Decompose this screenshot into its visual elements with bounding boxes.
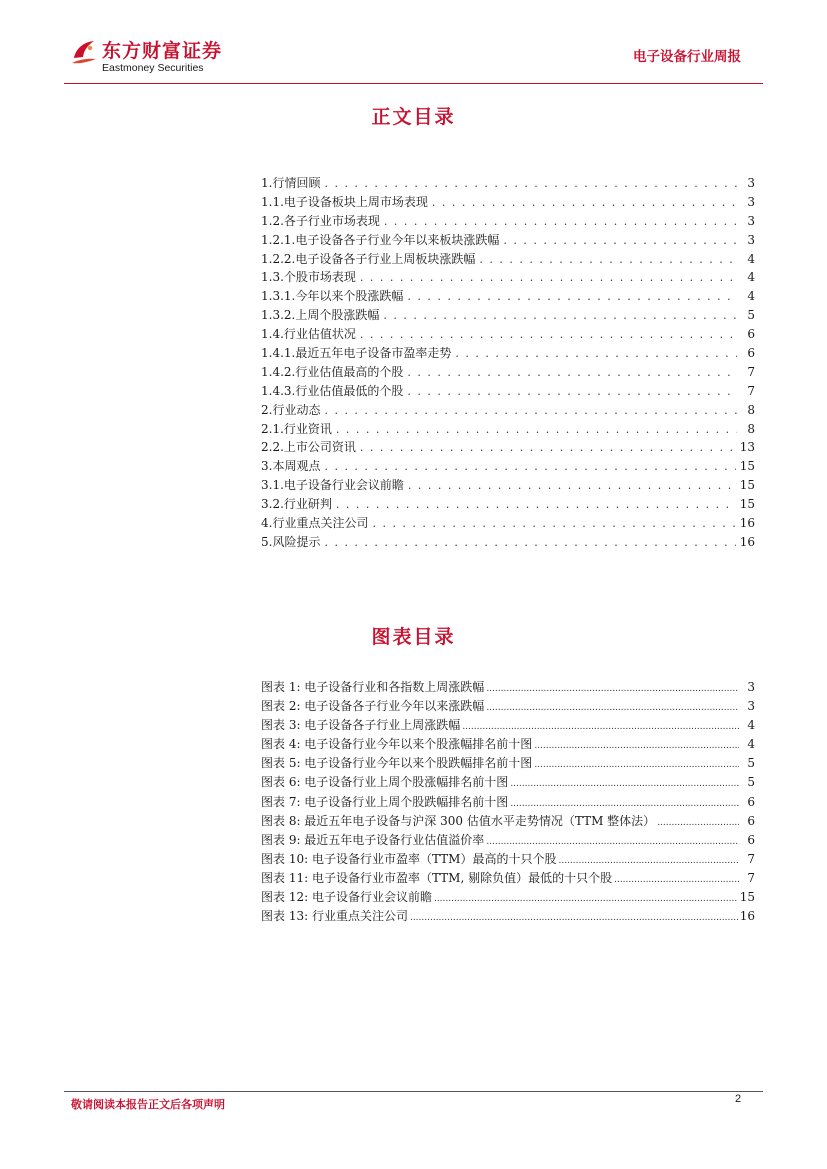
toc-entry[interactable] bbox=[261, 287, 755, 306]
entry-title: 1.4.1.最近五年电子设备市盈率走势 bbox=[261, 346, 452, 361]
entry-page-number: 3 bbox=[747, 232, 755, 247]
entry-title: 2.行业动态 bbox=[261, 402, 321, 417]
company-logo bbox=[70, 36, 245, 80]
toc-entry[interactable] bbox=[261, 212, 755, 231]
toc-entry[interactable] bbox=[261, 533, 755, 552]
contents-heading: 正文目录 bbox=[371, 106, 456, 128]
entry-page-number: 16 bbox=[739, 909, 755, 924]
dot-leader bbox=[336, 423, 737, 436]
toc-entry[interactable] bbox=[261, 231, 755, 250]
dot-leader bbox=[558, 856, 739, 866]
entry-page-number: 4 bbox=[747, 251, 755, 266]
dot-leader bbox=[324, 177, 737, 190]
entry-title: 图表 3: 电子设备各子行业上周涨跌幅 bbox=[261, 718, 461, 733]
toc-entry[interactable] bbox=[261, 457, 755, 476]
toc-entry[interactable] bbox=[261, 438, 755, 457]
toc-entry[interactable] bbox=[261, 363, 755, 382]
entry-title: 1.3.个股市场表现 bbox=[261, 270, 356, 285]
toc-entry[interactable] bbox=[261, 250, 755, 269]
entry-title: 1.2.各子行业市场表现 bbox=[261, 213, 380, 228]
entry-page-number: 3 bbox=[747, 176, 755, 190]
figure-entry[interactable] bbox=[261, 907, 755, 926]
toc-entry[interactable] bbox=[261, 193, 755, 212]
entry-page-number: 15 bbox=[739, 459, 755, 474]
entry-page-number: 7 bbox=[747, 870, 755, 885]
entry-title: 1.3.1.今年以来个股涨跌幅 bbox=[261, 289, 404, 304]
dot-leader bbox=[372, 517, 735, 530]
entry-title: 图表 12: 电子设备行业会议前瞻 bbox=[261, 890, 432, 905]
dot-leader bbox=[503, 234, 737, 247]
entry-page-number: 6 bbox=[747, 327, 755, 342]
entry-title: 图表 6: 电子设备行业上周个股涨幅排名前十图 bbox=[261, 775, 509, 790]
entry-page-number: 16 bbox=[739, 516, 755, 531]
dot-leader bbox=[324, 404, 737, 417]
entry-page-number: 7 bbox=[747, 364, 755, 379]
entry-page-number: 4 bbox=[747, 718, 755, 733]
dot-leader bbox=[432, 196, 737, 209]
toc-entry[interactable] bbox=[261, 514, 755, 533]
figure-entry[interactable] bbox=[261, 697, 755, 716]
entry-title: 图表 8: 最近五年电子设备与沪深 300 估值水平走势情况（TTM 整体法） bbox=[261, 813, 656, 828]
entry-title: 图表 9: 最近五年电子设备行业估值溢价率 bbox=[261, 832, 485, 847]
toc-entry[interactable] bbox=[261, 420, 755, 439]
entry-page-number: 15 bbox=[739, 497, 755, 512]
dot-leader bbox=[360, 441, 736, 454]
entry-page-number: 4 bbox=[747, 270, 755, 285]
dot-leader bbox=[462, 722, 739, 732]
toc-entry[interactable] bbox=[261, 495, 755, 514]
figure-entry[interactable] bbox=[261, 754, 755, 773]
entry-title: 图表 4: 电子设备行业今年以来个股涨幅排名前十图 bbox=[261, 737, 533, 752]
figure-entry[interactable] bbox=[261, 869, 755, 888]
toc-entry[interactable] bbox=[261, 344, 755, 363]
eastmoney-logo-icon bbox=[70, 38, 98, 66]
dot-leader bbox=[410, 913, 738, 923]
entry-title: 图表 13: 行业重点关注公司 bbox=[261, 909, 408, 924]
dot-leader bbox=[534, 760, 739, 770]
entry-title: 图表 11: 电子设备行业市盈率（TTM, 剔除负值）最低的十只个股 bbox=[261, 870, 613, 885]
footer-disclaimer: 敬请阅读本报告正文后各项声明 bbox=[71, 1098, 225, 1111]
entry-page-number: 15 bbox=[739, 478, 755, 493]
dot-leader bbox=[510, 779, 739, 789]
figures-heading: 图表目录 bbox=[371, 626, 456, 648]
dot-leader bbox=[360, 271, 737, 284]
entry-title: 5.风险提示 bbox=[261, 534, 321, 549]
figure-entry[interactable] bbox=[261, 812, 755, 831]
header-divider bbox=[64, 83, 763, 84]
entry-title: 图表 1: 电子设备行业和各指数上周涨跌幅 bbox=[261, 680, 485, 694]
entry-title: 1.2.1.电子设备各子行业今年以来板块涨跌幅 bbox=[261, 232, 500, 247]
toc-entry[interactable] bbox=[261, 401, 755, 420]
dot-leader bbox=[486, 684, 739, 694]
entry-title: 图表 7: 电子设备行业上周个股跌幅排名前十图 bbox=[261, 794, 509, 809]
entry-title: 图表 2: 电子设备各子行业今年以来涨跌幅 bbox=[261, 699, 485, 714]
entry-title: 2.1.行业资讯 bbox=[261, 421, 332, 436]
logo-text-cn: 东方财富证券 bbox=[102, 40, 223, 62]
figure-entry[interactable] bbox=[261, 850, 755, 869]
list-of-figures bbox=[261, 678, 755, 926]
page-number: 2 bbox=[735, 1093, 742, 1105]
dot-leader bbox=[324, 536, 735, 549]
entry-page-number: 6 bbox=[747, 346, 755, 361]
figure-entry[interactable] bbox=[261, 793, 755, 812]
dot-leader bbox=[336, 498, 736, 511]
footer-divider bbox=[64, 1091, 763, 1092]
report-type-title: 电子设备行业周报 bbox=[633, 49, 741, 65]
entry-title: 1.2.2.电子设备各子行业上周板块涨跌幅 bbox=[261, 251, 476, 266]
dot-leader bbox=[486, 703, 739, 713]
entry-title: 图表 10: 电子设备行业市盈率（TTM）最高的十只个股 bbox=[261, 851, 557, 866]
dot-leader bbox=[383, 309, 737, 322]
figure-entry[interactable] bbox=[261, 678, 755, 697]
entry-page-number: 6 bbox=[747, 794, 755, 809]
entry-page-number: 3 bbox=[747, 213, 755, 228]
entry-page-number: 3 bbox=[747, 680, 755, 694]
page-header bbox=[0, 0, 827, 90]
entry-page-number: 7 bbox=[747, 383, 755, 398]
dot-leader bbox=[408, 479, 736, 492]
entry-title: 3.2.行业研判 bbox=[261, 497, 332, 512]
table-of-contents bbox=[261, 174, 755, 552]
entry-page-number: 4 bbox=[747, 737, 755, 752]
dot-leader bbox=[360, 328, 737, 341]
entry-title: 1.4.3.行业估值最低的个股 bbox=[261, 383, 404, 398]
entry-page-number: 5 bbox=[747, 756, 755, 771]
dot-leader bbox=[479, 253, 737, 266]
toc-entry[interactable] bbox=[261, 174, 755, 193]
entry-title: 1.3.2.上周个股涨跌幅 bbox=[261, 308, 380, 323]
entry-page-number: 6 bbox=[747, 813, 755, 828]
dot-leader bbox=[534, 741, 739, 751]
dot-leader bbox=[455, 347, 737, 360]
entry-page-number: 15 bbox=[739, 890, 755, 905]
entry-page-number: 4 bbox=[747, 289, 755, 304]
dot-leader bbox=[407, 290, 737, 303]
entry-page-number: 3 bbox=[747, 699, 755, 714]
figure-entry[interactable] bbox=[261, 888, 755, 907]
entry-title: 图表 5: 电子设备行业今年以来个股跌幅排名前十图 bbox=[261, 756, 533, 771]
figure-entry[interactable] bbox=[261, 773, 755, 792]
toc-entry[interactable] bbox=[261, 306, 755, 325]
entry-page-number: 7 bbox=[747, 851, 755, 866]
dot-leader bbox=[384, 215, 737, 228]
logo-text-en: Eastmoney Securities bbox=[102, 62, 204, 74]
entry-page-number: 6 bbox=[747, 832, 755, 847]
entry-title: 1.1.电子设备板块上周市场表现 bbox=[261, 194, 428, 209]
dot-leader bbox=[324, 460, 735, 473]
dot-leader bbox=[657, 818, 739, 828]
dot-leader bbox=[434, 894, 738, 904]
entry-title: 1.行情回顾 bbox=[261, 176, 321, 190]
entry-page-number: 5 bbox=[747, 775, 755, 790]
entry-title: 1.4.行业估值状况 bbox=[261, 327, 356, 342]
entry-title: 3.1.电子设备行业会议前瞻 bbox=[261, 478, 404, 493]
toc-entry[interactable] bbox=[261, 476, 755, 495]
entry-title: 4.行业重点关注公司 bbox=[261, 516, 369, 531]
entry-page-number: 5 bbox=[747, 308, 755, 323]
entry-page-number: 16 bbox=[739, 534, 755, 549]
dot-leader bbox=[407, 385, 737, 398]
entry-title: 2.2.上市公司资讯 bbox=[261, 440, 356, 455]
entry-title: 3.本周观点 bbox=[261, 459, 321, 474]
toc-entry[interactable] bbox=[261, 382, 755, 401]
dot-leader bbox=[486, 837, 739, 847]
figure-entry[interactable] bbox=[261, 831, 755, 850]
entry-page-number: 13 bbox=[739, 440, 755, 455]
entry-page-number: 8 bbox=[747, 421, 755, 436]
figure-entry[interactable] bbox=[261, 716, 755, 735]
entry-title: 1.4.2.行业估值最高的个股 bbox=[261, 364, 404, 379]
entry-page-number: 8 bbox=[747, 402, 755, 417]
dot-leader bbox=[614, 875, 739, 885]
dot-leader bbox=[407, 366, 737, 379]
toc-entry[interactable] bbox=[261, 268, 755, 287]
entry-page-number: 3 bbox=[747, 194, 755, 209]
toc-entry[interactable] bbox=[261, 325, 755, 344]
dot-leader bbox=[510, 799, 739, 809]
figure-entry[interactable] bbox=[261, 735, 755, 754]
